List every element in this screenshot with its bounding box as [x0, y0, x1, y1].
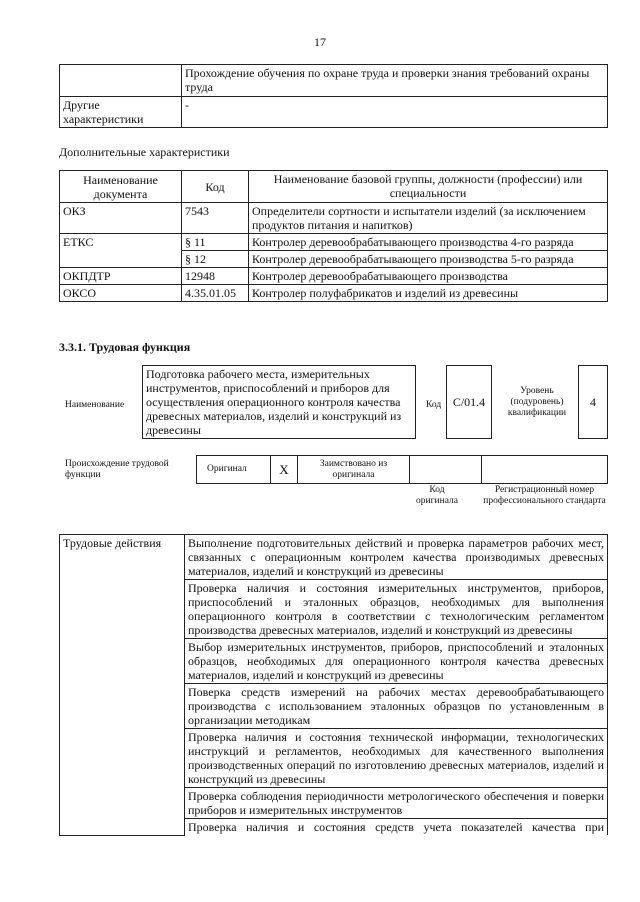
additional-heading: Дополнительные характеристики [59, 145, 230, 159]
function-code-box [446, 365, 492, 439]
code-cell: § 12 [182, 251, 249, 268]
actions-label: Трудовые действия [60, 535, 185, 836]
code-cell: 4.35.01.05 [182, 285, 249, 302]
name-cell: Определители сортности и испытатели изделий (за исключением продуктов питания и напитков) [249, 203, 608, 234]
name-cell: Контролер деревообрабатывающего производства 5-го разряда [249, 251, 608, 268]
doc-cell: ОКПДТР [60, 268, 182, 285]
name-cell: Контролер полуфабрикатов и изделий из древесины [249, 285, 608, 302]
action-item: Проверка наличия и состояния технической информации, технологических инструкций и регламентов, необходимых для качественного выполнения производственных операций по изготовлению древесных материалов, изделий и конструкций из древесины [185, 729, 608, 788]
code-label: Код [426, 400, 442, 410]
table-row [60, 535, 608, 580]
function-code-value: C/01.4 [452, 394, 486, 409]
other-characteristics-value: - [182, 97, 608, 128]
original-code-cell [410, 456, 482, 484]
origin-label: Происхождение трудовой функции [65, 459, 169, 480]
action-item: Поверка средств измерений на рабочих местах деревообрабатывающего производства с использованием эталонных образцов по установленным в организации методикам [185, 684, 608, 729]
reg-number-cell [482, 456, 608, 484]
page-number: 17 [314, 35, 326, 49]
original-label: Оригинал [197, 456, 271, 484]
name-label: Наименование [65, 400, 125, 410]
origin-table [196, 455, 608, 484]
function-name-box [142, 365, 416, 439]
other-characteristics-label: Другие характеристики [60, 97, 182, 128]
doc-cell: ЕТКС [60, 234, 182, 268]
header-document: Наименование документа [60, 171, 182, 203]
action-item: Проверка соблюдения периодичности метрологического обеспечения и поверки приборов и измерительных инструментов [185, 788, 608, 819]
table-row [60, 234, 608, 251]
action-item: Проверка наличия и состояния средств учета показателей качества при [185, 819, 608, 836]
code-caption: Код оригинала [416, 485, 458, 506]
original-mark: X [271, 456, 298, 484]
code-cell: 7543 [182, 203, 249, 234]
additional-characteristics-table [59, 170, 608, 302]
top-characteristics-table [59, 64, 608, 128]
qualification-level-value: 4 [590, 394, 596, 409]
doc-cell: ОКСО [60, 285, 182, 302]
name-cell: Контролер деревообрабатывающего производства 4-го разряда [249, 234, 608, 251]
function-heading: 3.3.1. Трудовая функция [59, 340, 191, 354]
table-row [60, 285, 608, 302]
header-code: Код [182, 171, 249, 203]
code-cell: 12948 [182, 268, 249, 285]
action-item: Проверка наличия и состояния измерительных инструментов, приборов, приспособлений и эталонных образцов, необходимых для выполнения операционного контроля в соответствии с технологическим регламентом производства древесных материалов, изделий и конструкций из древесины [185, 580, 608, 639]
reg-caption: Регистрационный номер профессионального стандарта [483, 485, 606, 506]
qualification-level-box [578, 365, 608, 439]
borrowed-label: Заимствовано из оригинала [298, 456, 410, 484]
action-item: Выбор измерительных инструментов, приборов, приспособлений и эталонных образцов, необходимых для операционного контроля качества древесных материалов, изделий и конструкций из древесины [185, 639, 608, 684]
empty-cell [60, 65, 182, 97]
name-cell: Контролер деревообрабатывающего производства [249, 268, 608, 285]
requirement-text: Прохождение обучения по охране труда и проверки знания требований охраны труда [182, 65, 608, 97]
table-row [60, 203, 608, 234]
labor-actions-table [59, 534, 608, 836]
code-cell: § 11 [182, 234, 249, 251]
qualification-level-label: Уровень (подуровень) квалификации [507, 386, 567, 418]
header-name: Наименование базовой группы, должности (профессии) или специальности [249, 171, 608, 203]
table-row [60, 268, 608, 285]
function-name-text: Подготовка рабочего места, измерительных инструментов, приспособлений и приборов для осуществления операционного контроля качества древесных материалов, изделий и конструкций из древесины [146, 367, 402, 437]
doc-cell: ОКЗ [60, 203, 182, 234]
action-item: Выполнение подготовительных действий и проверка параметров рабочих мест, связанных с операционным контролем качества производимых древесных материалов, изделий и конструкций из древесины [185, 535, 608, 580]
